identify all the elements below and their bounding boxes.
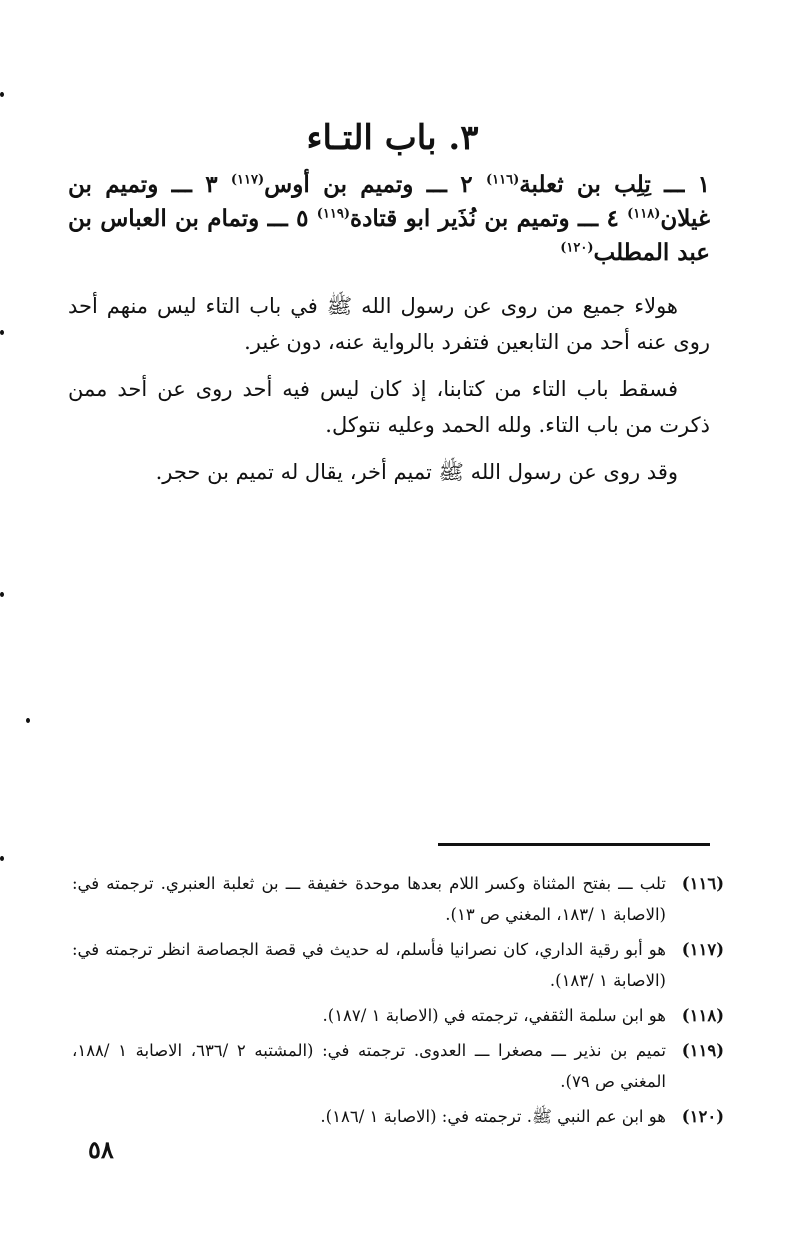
paragraph-3: وقد روى عن رسول الله ﷺ تميم أخر، يقال له تميم بن حجر. [155, 460, 678, 484]
footnote-text: هو أبو رقية الداري، كان نصرانيا فأسلم، له حديث في قصة الجصاصة انظر ترجمته في: (الاصابة ١ /١٨٣). [72, 940, 666, 990]
scan-speck [0, 856, 4, 861]
name-3: ٣ ـــ وتميم بن غيلان [68, 171, 710, 232]
name-1: ١ ـــ تِلِب بن ثعلبة [519, 171, 711, 198]
scan-speck [0, 330, 4, 335]
chapter-title: ٣. باب التـاء [306, 118, 479, 158]
footnote-116 [72, 868, 724, 930]
footnote-text: هو ابن سلمة الثقفي، ترجمته في (الاصابة ١ /١٨٧). [322, 1006, 666, 1025]
name-4: ٤ ـــ وتميم بن نُذَير ابو قتادة [350, 205, 628, 232]
paragraph-2: فسقط باب التاء من كتابنا، إذ كان ليس فيه أحد روى عن أحد ممن ذكرت من باب التاء. ولله الحمد وعليه نتوكل. [68, 377, 710, 437]
footnote-119 [72, 1035, 724, 1097]
name-2: ٢ ـــ وتميم بن أوس [264, 171, 486, 198]
body-text [68, 288, 710, 501]
names-list [68, 168, 710, 270]
paragraph-1: هولاء جميع من روى عن رسول الله ﷺ في باب التاء ليس منهم أحد روى عنه أحد من التابعين فتفرد بالرواية عنه، دون غير. [68, 294, 710, 354]
scan-speck [0, 592, 4, 597]
footnote-117 [72, 934, 724, 996]
footnote-text: تميم بن نذير ـــ مصغرا ـــ العدوى. ترجمته في: (المشتبه ٢ /٦٣٦، الاصابة ١ /١٨٨، المغني ص ٧٩). [72, 1041, 667, 1091]
footnote-118 [72, 1000, 724, 1031]
footnote-ref-117[interactable]: (١١٧) [230, 172, 265, 188]
footnote-number: (١١٦) [681, 874, 724, 893]
footnote-number: (١٢٠) [681, 1107, 724, 1126]
name-5: ٥ ـــ وتمام بن العباس بن عبد المطلب [68, 205, 710, 266]
footnote-ref-118[interactable]: (١١٨) [627, 206, 661, 222]
footnote-number: (١١٧) [681, 940, 724, 959]
footnote-number: (١١٩) [681, 1041, 724, 1060]
footnote-text: هو ابن عم النبي ﷺ. ترجمته في: (الاصابة ١ /١٨٦). [320, 1107, 666, 1126]
scan-speck [26, 718, 30, 723]
page-number: ٥٨ [88, 1135, 114, 1164]
footnotes [72, 868, 724, 1136]
footnote-120 [72, 1101, 724, 1132]
footnote-ref-116[interactable]: (١١٦) [485, 172, 520, 188]
footnote-number: (١١٨) [681, 1006, 724, 1025]
scan-speck [0, 92, 4, 97]
footnote-text: تلب ـــ بفتح المثناة وكسر اللام بعدها موحدة خفيفة ـــ بن ثعلبة العنبري. ترجمته في: (الاصابة ١ /١٨٣، المغني ص ١٣). [72, 874, 666, 924]
footnote-divider [438, 843, 710, 846]
footnote-ref-120[interactable]: (١٢٠) [560, 240, 594, 256]
footnote-ref-119[interactable]: (١١٩) [316, 206, 351, 222]
